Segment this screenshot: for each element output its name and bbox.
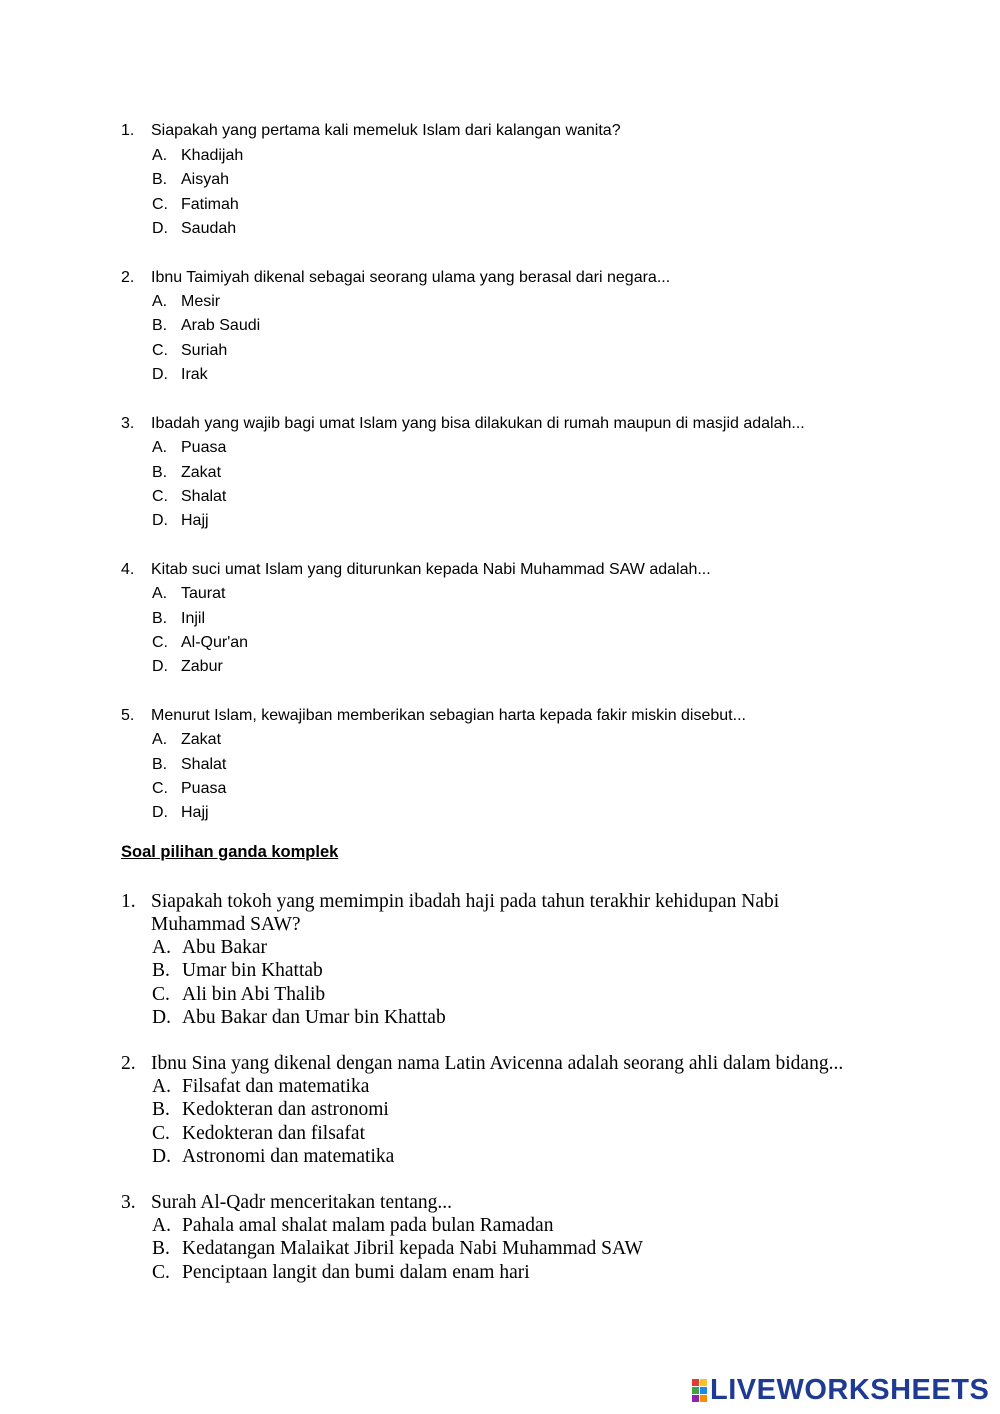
logo-square — [692, 1387, 699, 1394]
option-text[interactable]: Fatimah — [181, 196, 239, 213]
option-text[interactable]: Arab Saudi — [181, 317, 261, 334]
option-text[interactable]: Zakat — [181, 731, 222, 748]
option-text[interactable]: Taurat — [181, 585, 226, 602]
option-letter[interactable]: B. — [152, 317, 168, 334]
option-text[interactable]: Saudah — [181, 220, 237, 237]
option-letter[interactable]: B. — [152, 464, 168, 481]
question-text: Menurut Islam, kewajiban memberikan sebagian harta kepada fakir miskin disebut... — [151, 707, 746, 724]
option-letter[interactable]: A. — [152, 937, 171, 958]
logo-square — [700, 1387, 707, 1394]
option-letter[interactable]: C. — [152, 196, 168, 213]
option-letter[interactable]: D. — [152, 512, 168, 529]
question-number: 1. — [121, 122, 135, 139]
question-number: 2. — [121, 269, 135, 286]
option-letter[interactable]: D. — [152, 1007, 171, 1028]
option-letter[interactable]: A. — [152, 439, 168, 456]
logo-square — [692, 1395, 699, 1402]
option-text[interactable]: Abu Bakar dan Umar bin Khattab — [182, 1007, 446, 1028]
option-letter[interactable]: C. — [152, 780, 168, 797]
option-text[interactable]: Suriah — [181, 342, 228, 359]
option-letter[interactable]: B. — [152, 1099, 170, 1120]
liveworksheets-logo[interactable] — [692, 1374, 989, 1406]
question-text: Ibadah yang wajib bagi umat Islam yang bisa dilakukan di rumah maupun di masjid adalah... — [151, 415, 805, 432]
option-text[interactable]: Injil — [181, 610, 206, 627]
option-letter[interactable]: A. — [152, 731, 168, 748]
question-number: 4. — [121, 561, 135, 578]
question-text: Surah Al-Qadr menceritakan tentang... — [151, 1192, 453, 1213]
option-text[interactable]: Irak — [181, 366, 208, 383]
option-letter[interactable]: A. — [152, 293, 168, 310]
option-letter[interactable]: D. — [152, 1146, 171, 1167]
option-text[interactable]: Khadijah — [181, 147, 244, 164]
question-number: 1. — [121, 891, 136, 912]
option-text[interactable]: Pahala amal shalat malam pada bulan Ramadan — [182, 1215, 554, 1236]
option-text[interactable]: Abu Bakar — [182, 937, 268, 958]
option-letter[interactable]: B. — [152, 960, 170, 981]
option-text[interactable]: Zakat — [181, 464, 222, 481]
option-text[interactable]: Ali bin Abi Thalib — [182, 984, 326, 1005]
option-letter[interactable]: D. — [152, 220, 168, 237]
question-number: 3. — [121, 1192, 136, 1213]
option-letter[interactable]: C. — [152, 984, 170, 1005]
option-letter[interactable]: A. — [152, 585, 168, 602]
option-text[interactable]: Shalat — [181, 488, 227, 505]
option-text[interactable]: Al-Qur'an — [181, 634, 249, 651]
option-text[interactable]: Mesir — [181, 293, 221, 310]
brand-name: LIVEWORKSHEETS — [710, 1373, 990, 1406]
logo-grid-icon — [692, 1379, 707, 1402]
logo-square — [700, 1379, 707, 1386]
option-text[interactable]: Filsafat dan matematika — [182, 1076, 370, 1097]
option-letter[interactable]: C. — [152, 488, 168, 505]
option-text[interactable]: Hajj — [181, 804, 209, 821]
question-number: 3. — [121, 415, 135, 432]
option-letter[interactable]: B. — [152, 610, 168, 627]
option-letter[interactable]: C. — [152, 342, 168, 359]
option-text[interactable]: Aisyah — [181, 171, 230, 188]
question-text: Siapakah tokoh yang memimpin ibadah haji pada tahun terakhir kehidupan Nabi — [151, 891, 780, 912]
question-text: Ibnu Sina yang dikenal dengan nama Latin Avicenna adalah seorang ahli dalam bidang... — [151, 1053, 844, 1074]
option-letter[interactable]: B. — [152, 1238, 170, 1259]
option-letter[interactable]: B. — [152, 756, 168, 773]
option-letter[interactable]: C. — [152, 1262, 170, 1283]
question-number: 2. — [121, 1053, 136, 1074]
logo-square — [692, 1379, 699, 1386]
question-text: Ibnu Taimiyah dikenal sebagai seorang ulama yang berasal dari negara... — [151, 269, 671, 286]
question-text: Kitab suci umat Islam yang diturunkan kepada Nabi Muhammad SAW adalah... — [151, 561, 711, 578]
option-letter[interactable]: D. — [152, 804, 168, 821]
option-text[interactable]: Puasa — [181, 780, 227, 797]
option-letter[interactable]: C. — [152, 634, 168, 651]
option-text[interactable]: Hajj — [181, 512, 209, 529]
option-text[interactable]: Shalat — [181, 756, 227, 773]
option-letter[interactable]: D. — [152, 366, 168, 383]
option-text[interactable]: Astronomi dan matematika — [182, 1146, 395, 1167]
option-text[interactable]: Kedatangan Malaikat Jibril kepada Nabi Muhammad SAW — [182, 1238, 643, 1259]
option-text[interactable]: Zabur — [181, 658, 223, 675]
option-text[interactable]: Puasa — [181, 439, 227, 456]
question-text: Siapakah yang pertama kali memeluk Islam dari kalangan wanita? — [151, 122, 621, 139]
section-heading: Soal pilihan ganda komplek — [121, 843, 339, 861]
option-letter[interactable]: D. — [152, 658, 168, 675]
option-text[interactable]: Kedokteran dan filsafat — [182, 1123, 366, 1144]
question-text: Muhammad SAW? — [151, 914, 301, 935]
logo-square — [700, 1395, 707, 1402]
option-letter[interactable]: A. — [152, 147, 168, 164]
option-letter[interactable]: B. — [152, 171, 168, 188]
option-text[interactable]: Penciptaan langit dan bumi dalam enam hari — [182, 1262, 530, 1283]
question-number: 5. — [121, 707, 135, 724]
option-text[interactable]: Kedokteran dan astronomi — [182, 1099, 389, 1120]
option-letter[interactable]: C. — [152, 1123, 170, 1144]
option-letter[interactable]: A. — [152, 1076, 171, 1097]
option-text[interactable]: Umar bin Khattab — [182, 960, 323, 981]
option-letter[interactable]: A. — [152, 1215, 171, 1236]
